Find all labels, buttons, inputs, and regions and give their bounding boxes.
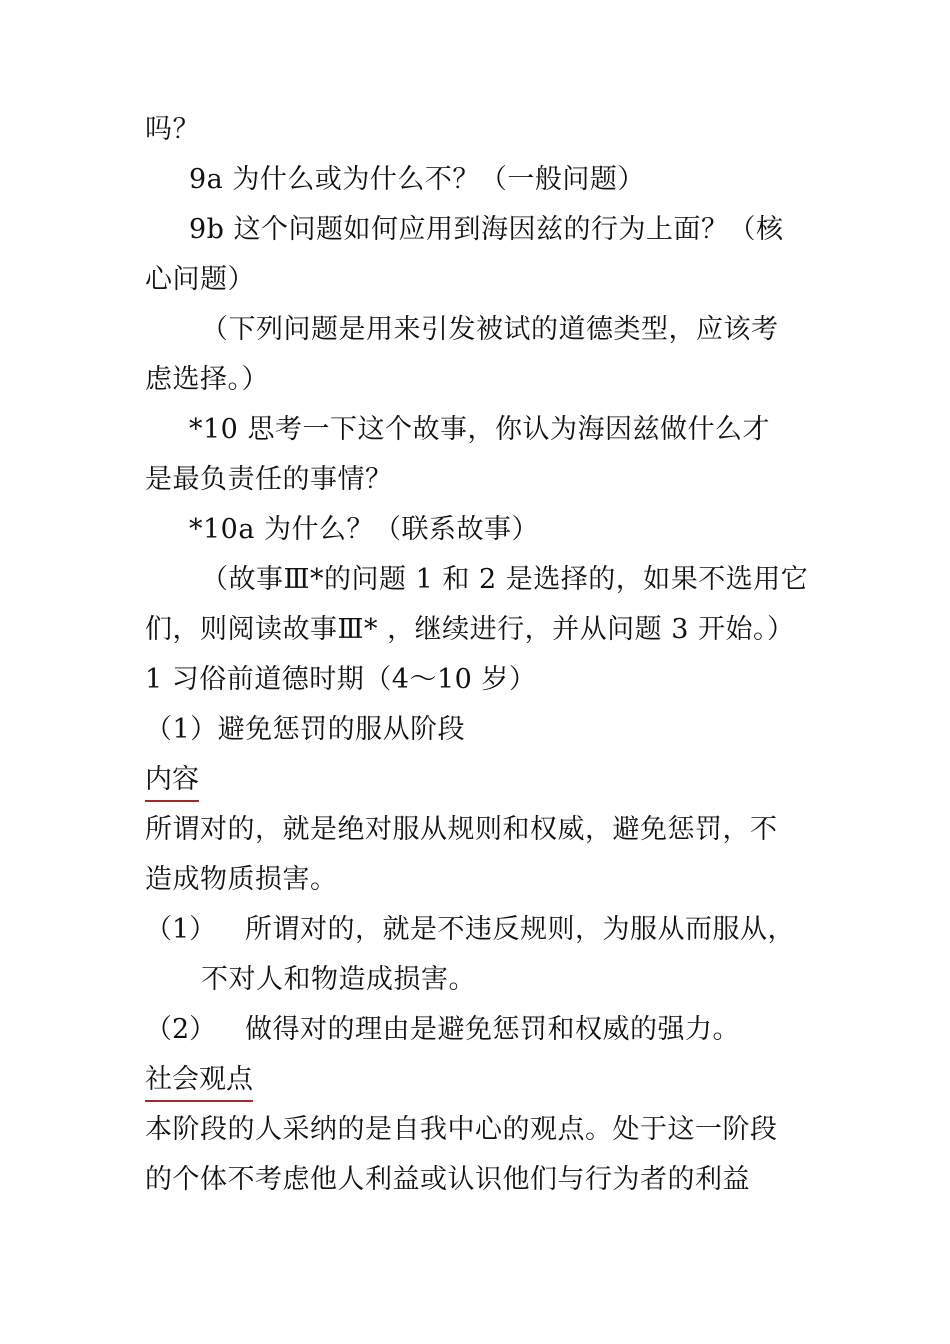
paragraph-line: 本阶段的人采纳的是自我中心的观点。处于这一阶段 (145, 1114, 778, 1145)
question-9b: 9b 这个问题如何应用到海因兹的行为上面？（核 (189, 214, 784, 245)
list-item-text: 不对人和物造成损害。 (201, 964, 476, 995)
text-line: 心问题） (145, 264, 255, 295)
text-line: 们，则阅读故事Ⅲ* ，继续进行，并从问题 3 开始。） (145, 614, 795, 645)
text-line: 虑选择。） (145, 364, 269, 395)
list-item-text: 所谓对的，就是不违反规则，为服从而服从， (245, 914, 795, 945)
social-view-heading: 社会观点 (145, 1062, 253, 1102)
subsection-title: （1）避免惩罚的服从阶段 (145, 714, 466, 745)
paragraph-line: 造成物质损害。 (145, 864, 338, 895)
list-number: （2） (145, 1014, 217, 1045)
question-9a: 9a 为什么或为什么不？（一般问题） (189, 164, 645, 195)
instruction-note: （下列问题是用来引发被试的道德类型，应该考 (201, 314, 779, 345)
text-line: 吗？ (145, 114, 200, 145)
list-number: （1） (145, 914, 217, 945)
paragraph-line: 的个体不考虑他人利益或认识他们与行为者的利益 (145, 1164, 750, 1195)
question-10a: *10a 为什么？（联系故事） (189, 514, 540, 545)
instruction-note: （故事Ⅲ*的问题 1 和 2 是选择的，如果不选用它 (201, 564, 809, 595)
list-item-text: 做得对的理由是避免惩罚和权威的强力。 (245, 1014, 740, 1045)
section-title: 1 习俗前道德时期（4～10 岁） (145, 664, 537, 695)
question-10: *10 思考一下这个故事，你认为海因兹做什么才 (189, 414, 770, 445)
text-line: 是最负责任的事情？ (145, 464, 393, 495)
content-heading: 内容 (145, 762, 199, 802)
paragraph-line: 所谓对的，就是绝对服从规则和权威，避免惩罚，不 (145, 814, 778, 845)
